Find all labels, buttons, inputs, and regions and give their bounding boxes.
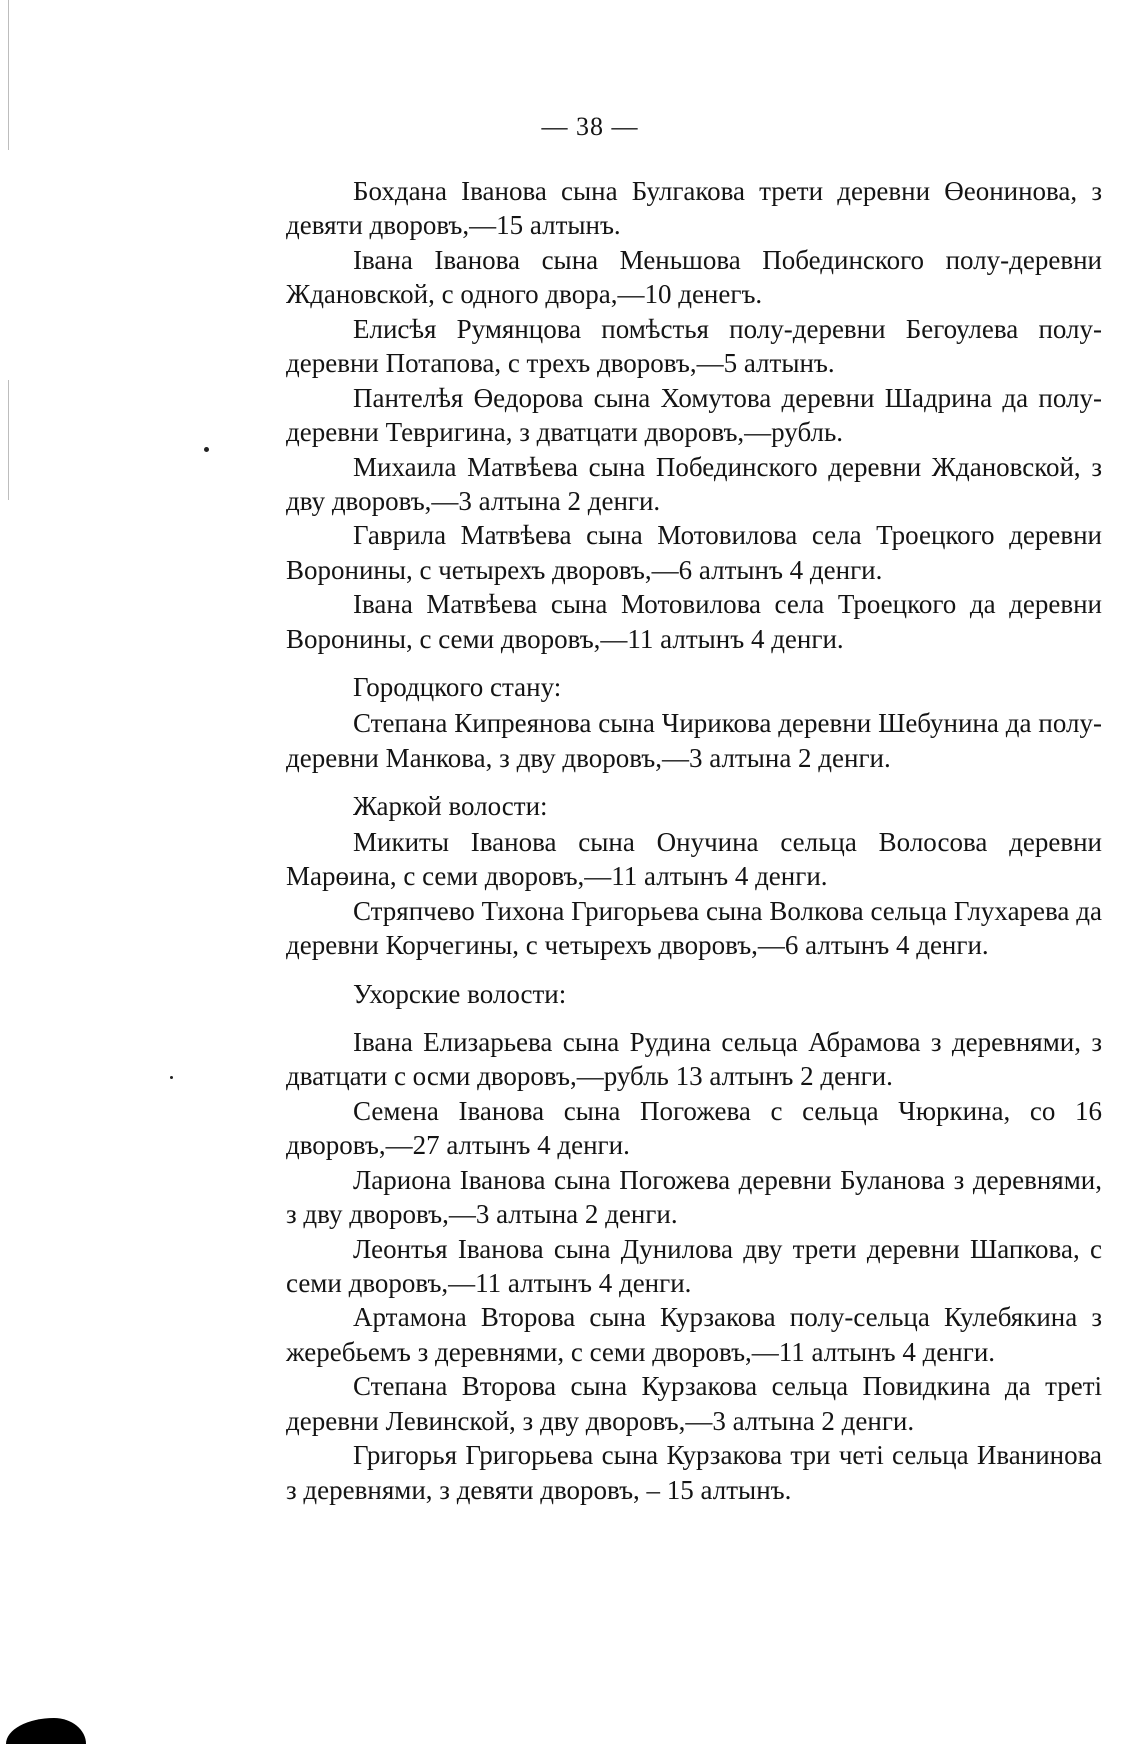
- entry-paragraph: Семена Іванова сына Погожева с сельца Чюркина, со 16 дворовъ,—27 алтынъ 4 денги.: [286, 1095, 1102, 1161]
- document-body: [286, 174, 1102, 1507]
- entry-paragraph: Пантелѣя Өедорова сына Хомутова деревни Шадрина да полу-деревни Тевригина, з дватцати дворовъ,—рубль.: [286, 382, 1102, 447]
- spacer: [286, 1013, 1102, 1025]
- entry-paragraph: Григорья Григорьева сына Курзакова три четi сельца Иванинова з деревнями, з девяти дворовъ, – 15 алтынъ.: [286, 1440, 1102, 1505]
- scan-smudge: [6, 1718, 86, 1744]
- entry-paragraph: Микиты Іванова сына Онучина сельца Волосова деревни Марөина, с семи дворовъ,—11 алтынъ 4 денги.: [286, 827, 1102, 892]
- entry-paragraph: Леонтья Іванова сына Дунилова дву трети деревни Шапкова, с семи дворовъ,—11 алтынъ 4 денги.: [286, 1233, 1102, 1298]
- entry-paragraph: Михаила Матвѣева сына Побединского деревни Ждановской, з дву дворовъ,—3 алтына 2 денги.: [286, 451, 1102, 516]
- page-number: — 38 —: [541, 112, 639, 141]
- entry-paragraph: Степана Кипреянова сына Чирикова деревни Шебунина да полу-деревни Манкова, з дву дворовъ,—3 алтына 2 денги.: [286, 708, 1102, 773]
- entry-paragraph: Бохдана Іванова сына Булгакова трети деревни Өеонинова, з девяти дворовъ,—15 алтынъ.: [286, 176, 1102, 241]
- entry-paragraph: Елисѣя Румянцова помѣстья полу-деревни Бегоулева полу-деревни Потапова, с трехъ дворовъ,—5 алтынъ.: [286, 313, 1102, 379]
- entry-paragraph: Стряпчево Тихона Григорьева сына Волкова сельца Глухарева да деревни Корчегины, с четырехъ дворовъ,—6 алтынъ 4 денги.: [286, 896, 1102, 961]
- section-heading-ukhorskie: Ухорские волости:: [353, 978, 567, 1009]
- entry-paragraph: Івана Матвѣева сына Мотовилова села Троецкого да деревни Воронины, с семи дворовъ,—11 алтынъ 4 денги.: [286, 589, 1102, 654]
- margin-line-middle: [8, 380, 9, 500]
- entry-paragraph: Івана Елизарьева сына Рудина сельца Абрамова з деревнями, з дватцати с осми дворовъ,—рубль 13 алтынъ 2 денги.: [286, 1026, 1102, 1092]
- section-heading-zharkoy: Жаркой волости:: [353, 790, 548, 821]
- section-heading-gorodets: Городцкого стану:: [353, 671, 562, 702]
- ink-speck: [204, 447, 209, 452]
- entry-paragraph: Гаврила Матвѣева сына Мотовилова села Троецкого деревни Воронины, с четырехъ дворовъ,—6 алтынъ 4 денги.: [286, 520, 1102, 585]
- entry-paragraph: Артамона Второва сына Курзакова полу-сельца Кулебякина з жеребьемъ з деревнями, с семи дворовъ,—11 алтынъ 4 денги.: [286, 1302, 1102, 1367]
- entry-paragraph: Степана Второва сына Курзакова сельца Повидкина да третi деревни Левинской, з дву дворовъ,—3 алтына 2 денги.: [286, 1371, 1102, 1436]
- entry-paragraph: Івана Іванова сына Меньшова Побединского полу-деревни Ждановской, с одного двора,—10 денегъ.: [286, 244, 1102, 310]
- entry-paragraph: Лариона Іванова сына Погожева деревни Буланова з деревнями, з дву дворовъ,—3 алтына 2 денги.: [286, 1164, 1102, 1229]
- ink-speck: [170, 1076, 173, 1079]
